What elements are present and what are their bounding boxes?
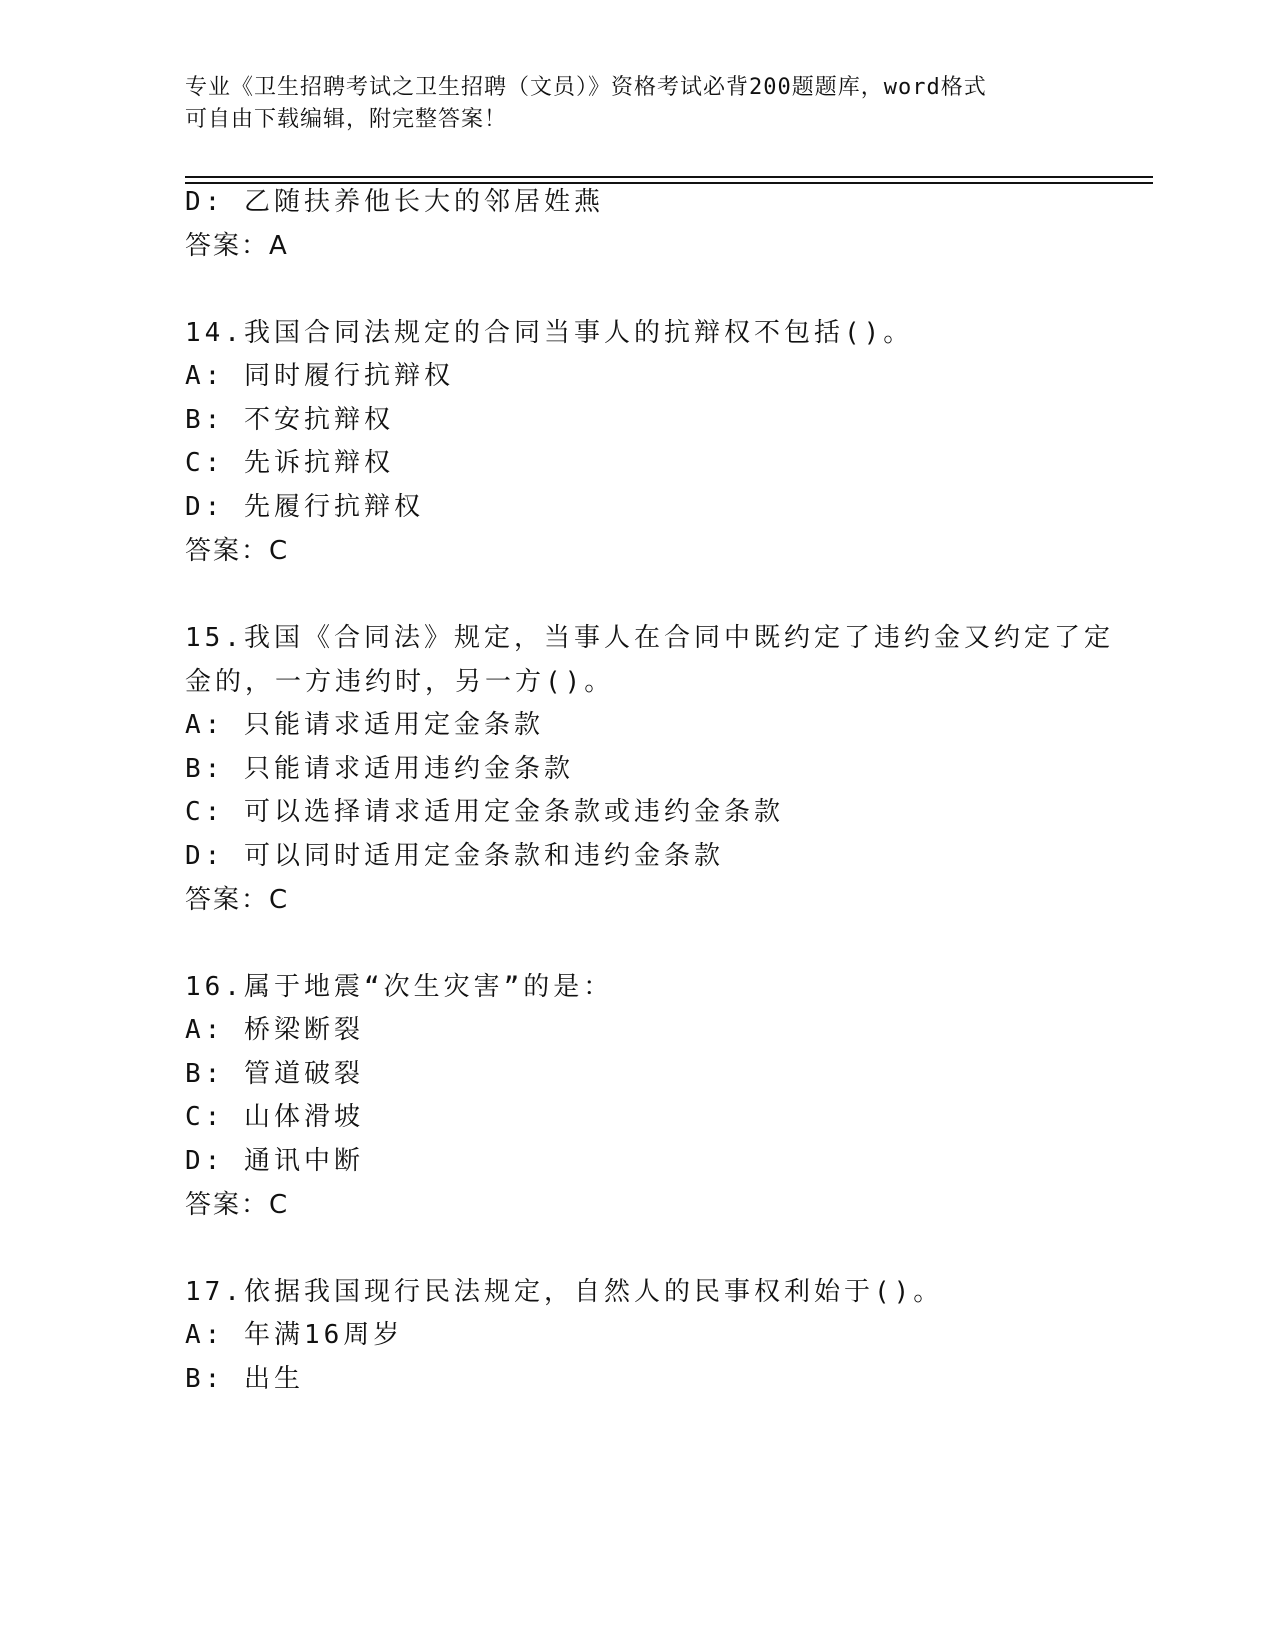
header-title-line-1: 专业《卫生招聘考试之卫生招聘（文员）》资格考试必背200题题库，word格式 xyxy=(185,75,987,100)
q15-option-c: C: 可以选择请求适用定金条款或违约金条款 xyxy=(185,797,784,827)
q17-question: 17.依据我国现行民法规定，自然人的民事权利始于()。 xyxy=(185,1277,944,1307)
q17-option-b: B: 出生 xyxy=(185,1364,304,1394)
q14-option-a: A: 同时履行抗辩权 xyxy=(185,361,454,391)
q13-option-d: D: 乙随扶养他长大的邻居姓燕 xyxy=(185,187,604,217)
q14-option-d: D: 先履行抗辩权 xyxy=(185,492,424,522)
q16-option-a: A: 桥梁断裂 xyxy=(185,1015,364,1045)
q16-option-d: D: 通讯中断 xyxy=(185,1146,364,1176)
header-title-line-2: 可自由下载编辑，附完整答案！ xyxy=(185,107,508,132)
q15-question-line-2: 金的，一方违约时，另一方()。 xyxy=(185,667,615,697)
q14-question: 14.我国合同法规定的合同当事人的抗辩权不包括()。 xyxy=(185,318,914,348)
document-header xyxy=(185,72,1085,136)
q15-option-d: D: 可以同时适用定金条款和违约金条款 xyxy=(185,841,724,871)
q13-answer: 答案：A xyxy=(185,231,289,261)
header-divider-top xyxy=(185,176,1153,178)
q16-question: 16.属于地震“次生灾害”的是： xyxy=(185,972,614,1002)
q16-option-b: B: 管道破裂 xyxy=(185,1059,364,1089)
q14-answer: 答案：C xyxy=(185,536,290,566)
q15-question-line-1: 15.我国《合同法》规定，当事人在合同中既约定了违约金又约定了定 xyxy=(185,623,1114,653)
q15-option-a: A: 只能请求适用定金条款 xyxy=(185,710,544,740)
q16-option-c: C: 山体滑坡 xyxy=(185,1102,364,1132)
q15-answer: 答案：C xyxy=(185,885,290,915)
q15-option-b: B: 只能请求适用违约金条款 xyxy=(185,754,574,784)
q14-option-c: C: 先诉抗辩权 xyxy=(185,448,394,478)
q16-answer: 答案：C xyxy=(185,1190,290,1220)
q14-option-b: B: 不安抗辩权 xyxy=(185,405,394,435)
q17-option-a: A: 年满16周岁 xyxy=(185,1320,404,1350)
